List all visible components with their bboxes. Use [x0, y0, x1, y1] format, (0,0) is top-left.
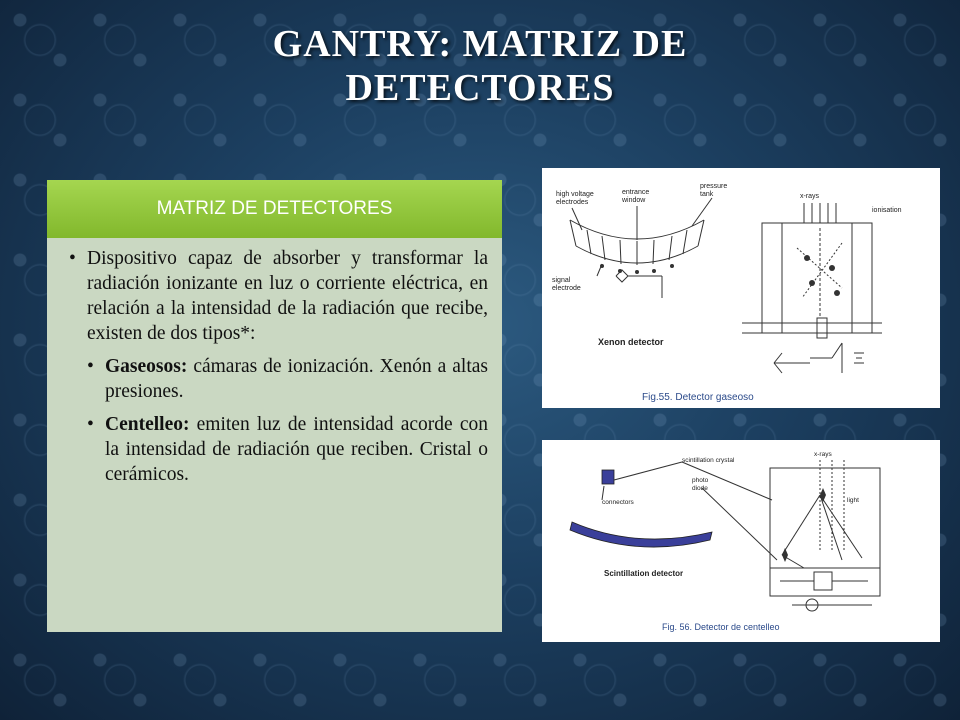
term-centelleo: Centelleo:	[105, 414, 190, 435]
label-xrays: x-rays	[800, 193, 820, 200]
slide-title: GANTRY: MATRIZ DE DETECTORES	[272, 23, 688, 109]
sub-bullet-gaseosos	[87, 354, 488, 404]
label-pressure: pressure	[700, 183, 728, 190]
label-entrance: entrance	[622, 189, 650, 196]
card-header: MATRIZ DE DETECTORES	[47, 180, 502, 238]
scintillation-detector-diagram	[542, 440, 940, 642]
scintillation-detector-name: Scintillation detector	[604, 569, 684, 578]
bullet-icon: •	[87, 414, 94, 435]
xenon-detector-name: Xenon detector	[598, 337, 664, 347]
xenon-detector-diagram	[542, 168, 940, 408]
label-connectors: connectors	[602, 499, 634, 506]
figure2-caption: Fig. 56. Detector de centelleo	[662, 622, 780, 632]
scintillation-detector-figure	[542, 440, 940, 642]
bullet-icon: •	[87, 356, 94, 377]
desc-gaseosos: cámaras de ionización. Xenón a altas presiones.	[105, 356, 488, 402]
figure1-caption: Fig.55. Detector gaseoso	[642, 392, 754, 403]
label-tank: tank	[700, 191, 714, 198]
label-xrays-2: x-rays	[814, 451, 832, 458]
term-gaseosos: Gaseosos:	[105, 356, 188, 377]
label-signal: signal	[552, 277, 571, 284]
label-light: light	[847, 497, 859, 504]
xenon-detector-figure	[542, 168, 940, 408]
label-photo: photo	[692, 477, 709, 484]
sub-bullet-centelleo	[87, 412, 488, 487]
label-high-voltage: high voltage	[556, 191, 594, 198]
main-bullet-text: Dispositivo capaz de absorber y transformar la radiación ionizante en luz o corriente eléctrica, en relación a la intensidad de la radiación que recibe, existen de dos tipos*:	[87, 248, 488, 344]
label-diode: diode	[692, 485, 708, 492]
label-window: window	[622, 197, 646, 204]
content-card	[47, 180, 502, 632]
card-body	[47, 238, 502, 487]
desc-centelleo: emiten luz de intensidad acorde con la intensidad de radiación que reciben. Cristal o cerámicos.	[105, 414, 488, 485]
label-electrode: electrode	[552, 285, 581, 292]
label-scintillation-crystal: scintillation crystal	[682, 457, 735, 464]
main-bullet	[69, 246, 488, 346]
label-ionisation: ionisation	[872, 207, 902, 214]
label-electrodes: electrodes	[556, 199, 589, 206]
bullet-icon: •	[69, 248, 76, 269]
